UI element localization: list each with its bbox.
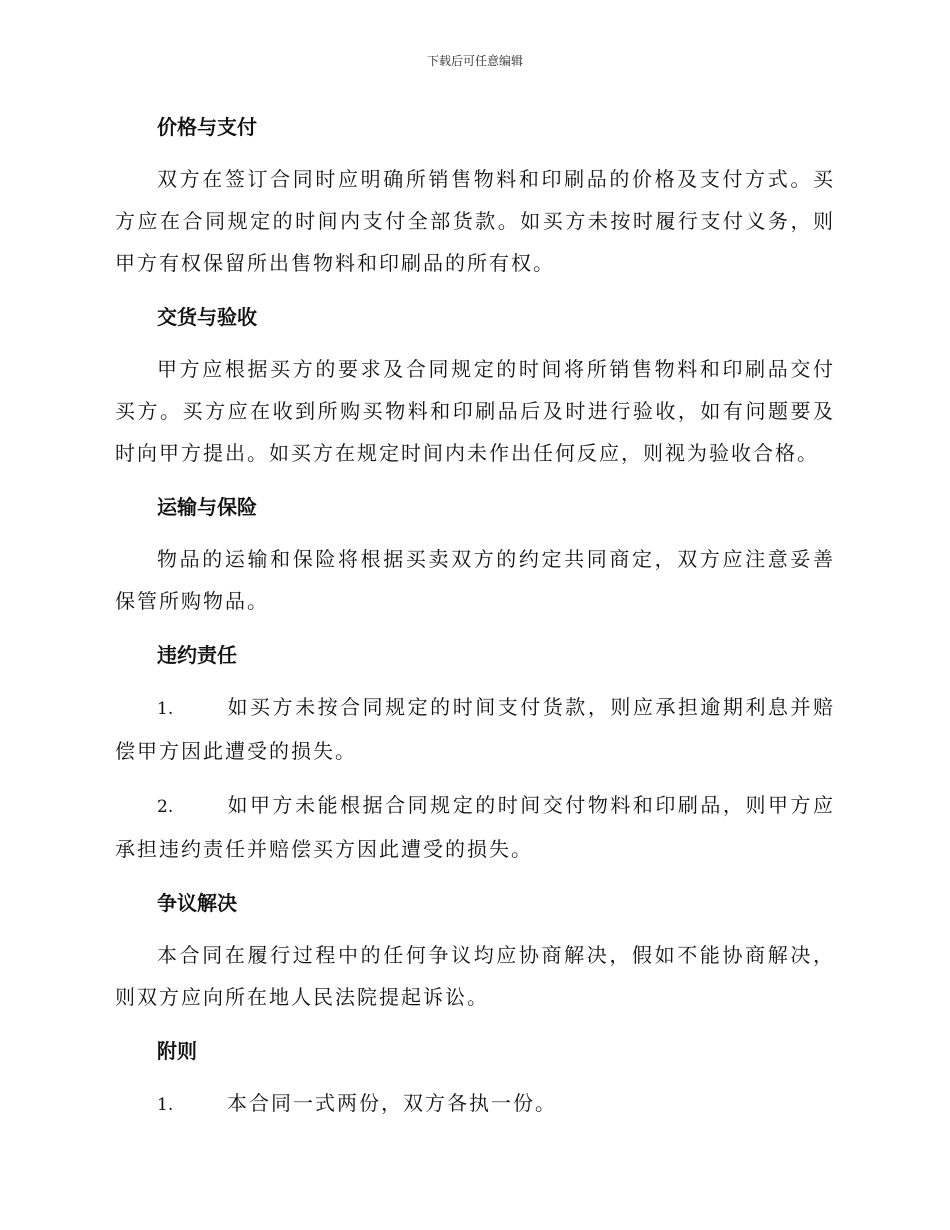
section-heading-dispute-resolution: 争议解决 (157, 891, 237, 915)
section-paragraph-transport-insurance: 物品的运输和保险将根据买卖双方的约定共同商定，双方应注意妥善保管所购物品。 (115, 547, 835, 613)
list-item-number: 1. (157, 1095, 174, 1115)
section-heading-transport-insurance: 运输与保险 (157, 495, 257, 519)
list-item-number: 2. (157, 797, 174, 817)
section-heading-delivery-acceptance: 交货与验收 (157, 305, 257, 329)
section-heading-breach-liability: 违约责任 (157, 643, 237, 667)
list-item-text: 如甲方未能根据合同规定的时间交付物料和印刷品，则甲方应承担违约责任并赔偿买方因此遭受的损失。 (115, 793, 835, 861)
section-heading-price-payment: 价格与支付 (157, 115, 257, 139)
section-paragraph-dispute-resolution: 本合同在履行过程中的任何争议均应协商解决，假如不能协商解决，则双方应向所在地人民法院提起诉讼。 (115, 943, 835, 1009)
list-item-number: 1. (157, 699, 174, 719)
section-paragraph-delivery-acceptance: 甲方应根据买方的要求及合同规定的时间将所销售物料和印刷品交付买方。买方应在收到所购买物料和印刷品后及时进行验收，如有问题要及时向甲方提出。如买方在规定时间内未作出任何反应，则视为验收合格。 (115, 357, 835, 465)
list-item (115, 1082, 835, 1126)
page-header-note: 下载后可任意编辑 (426, 54, 523, 68)
section-heading-supplementary: 附则 (157, 1039, 197, 1063)
document-body (115, 106, 835, 1126)
section-paragraph-price-payment: 双方在签订合同时应明确所销售物料和印刷品的价格及支付方式。买方应在合同规定的时间内支付全部货款。如买方未按时履行支付义务，则甲方有权保留所出售物料和印刷品的所有权。 (115, 167, 835, 275)
list-item-text: 如买方未按合同规定的时间支付货款，则应承担逾期利息并赔偿甲方因此遭受的损失。 (115, 695, 835, 763)
list-item-text: 本合同一式两份，双方各执一份。 (227, 1091, 557, 1115)
list-item (115, 784, 835, 870)
list-item (115, 686, 835, 772)
